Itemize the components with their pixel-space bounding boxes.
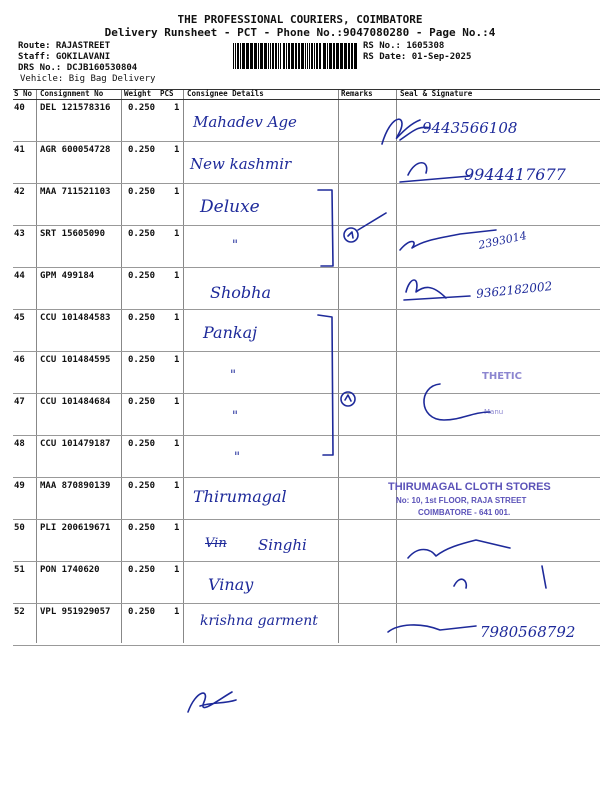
row-sno: 41 <box>14 145 25 155</box>
sign-hw-43: 2393014 <box>477 229 528 252</box>
consignee-hw-41: New kashmir <box>190 155 292 173</box>
sign-hw-41: 9944417677 <box>464 165 566 184</box>
col-sno-header: S No <box>14 89 33 98</box>
row-pcs: 1 <box>174 103 180 113</box>
consignee-hw-52: krishna garment <box>200 613 318 629</box>
row-weight: 0.250 <box>128 145 156 155</box>
row-sno: 42 <box>14 187 25 197</box>
row-consignment-no: CCU 101484684 <box>40 397 111 407</box>
stamp-faded: THETIC <box>482 371 522 382</box>
row-consignment-no: SRT 15605090 <box>40 229 106 239</box>
row-weight: 0.250 <box>128 229 156 239</box>
consignee-hw-45: Pankaj <box>203 323 258 342</box>
signature-43 <box>400 230 496 250</box>
sign-hw-52: 7980568792 <box>480 623 576 641</box>
row-weight: 0.250 <box>128 523 156 533</box>
row-consignment-no: MAA 711521103 <box>40 187 111 197</box>
stamp-faded-sub: Manu <box>484 408 504 416</box>
signature-47 <box>424 384 490 420</box>
row-pcs: 1 <box>174 355 180 365</box>
row-sno: 44 <box>14 271 25 281</box>
row-weight: 0.250 <box>128 313 156 323</box>
row-weight: 0.250 <box>128 607 156 617</box>
consignee-hw-49: Thirumagal <box>193 487 287 506</box>
stamp-thirumagal-addr: No: 10, 1st FLOOR, RAJA STREET <box>396 496 527 505</box>
col-sign-header: Seal & Signature <box>400 89 473 98</box>
col-cons-header: Consignment No <box>40 89 104 98</box>
row-consignment-no: MAA 870890139 <box>40 481 111 491</box>
row-sno: 48 <box>14 439 25 449</box>
bottom-scribble <box>188 692 236 712</box>
col-weight-header: Weight <box>124 89 152 98</box>
rs-no-label: RS No.: 1605308 <box>363 41 445 51</box>
row-consignment-no: AGR 600054728 <box>40 145 111 155</box>
row-pcs: 1 <box>174 313 180 323</box>
row-sno: 40 <box>14 103 25 113</box>
col-pcs-header: PCS <box>160 89 174 98</box>
row-weight: 0.250 <box>128 355 156 365</box>
row-pcs: 1 <box>174 439 180 449</box>
drs-label: DRS No.: DCJB160530804 <box>18 63 138 73</box>
staff-label: Staff: GOKILAVANI <box>18 52 111 62</box>
consignee-hw-43: " <box>232 238 238 253</box>
row-pcs: 1 <box>174 187 180 197</box>
consignee-strike-50: Vin <box>205 536 227 551</box>
sign-hw-44: 9362182002 <box>475 279 553 301</box>
signature-44 <box>404 280 470 300</box>
signature-40 <box>382 119 430 144</box>
row-pcs: 1 <box>174 607 180 617</box>
row-weight: 0.250 <box>128 397 156 407</box>
row-consignment-no: GPM 499184 <box>40 271 95 281</box>
signature-50 <box>408 540 510 558</box>
row-consignment-no: CCU 101479187 <box>40 439 111 449</box>
row-consignment-no: PON 1740620 <box>40 565 100 575</box>
signature-52 <box>388 625 476 632</box>
row-sno: 49 <box>14 481 25 491</box>
row-sno: 47 <box>14 397 25 407</box>
row-sno: 46 <box>14 355 25 365</box>
consignee-hw-46: " <box>230 368 236 383</box>
row-sno: 45 <box>14 313 25 323</box>
consignee-hw-44: Shobha <box>210 283 271 302</box>
row-sno: 52 <box>14 607 25 617</box>
runsheet-title: Delivery Runsheet - PCT - Phone No.:9047080280 - Page No.:4 <box>104 26 496 39</box>
consignee-hw-48: " <box>234 450 240 465</box>
row-sno: 50 <box>14 523 25 533</box>
row-pcs: 1 <box>174 145 180 155</box>
signature-51 <box>454 566 546 588</box>
bracket-42-44 <box>318 190 333 266</box>
row-weight: 0.250 <box>128 103 156 113</box>
route-label: Route: RAJASTREET <box>18 41 111 51</box>
stamp-thirumagal-name: THIRUMAGAL CLOTH STORES <box>388 481 551 493</box>
company-title: THE PROFESSIONAL COURIERS, COIMBATORE <box>177 13 423 26</box>
remark-mark-2 <box>341 392 355 406</box>
remark-mark-1 <box>344 228 358 242</box>
row-weight: 0.250 <box>128 481 156 491</box>
consignee-hw-50: Singhi <box>258 536 307 554</box>
row-weight: 0.250 <box>128 271 156 281</box>
row-pcs: 1 <box>174 565 180 575</box>
row-weight: 0.250 <box>128 565 156 575</box>
signature-41 <box>400 163 470 182</box>
row-consignment-no: CCU 101484595 <box>40 355 111 365</box>
row-sno: 51 <box>14 565 25 575</box>
row-pcs: 1 <box>174 481 180 491</box>
consignee-hw-42: Deluxe <box>200 197 260 217</box>
row-sno: 43 <box>14 229 25 239</box>
row-weight: 0.250 <box>128 187 156 197</box>
col-consignee-header: Consignee Details <box>187 89 264 98</box>
col-remarks-header: Remarks <box>341 89 373 98</box>
row-pcs: 1 <box>174 229 180 239</box>
row-consignment-no: PLI 200619671 <box>40 523 111 533</box>
row-consignment-no: CCU 101484583 <box>40 313 111 323</box>
bracket-45-48 <box>318 315 333 455</box>
row-pcs: 1 <box>174 397 180 407</box>
consignee-hw-47: " <box>232 409 238 424</box>
row-consignment-no: DEL 121578316 <box>40 103 111 113</box>
row-pcs: 1 <box>174 523 180 533</box>
row-consignment-no: VPL 951929057 <box>40 607 111 617</box>
consignee-hw-51: Vinay <box>208 575 254 594</box>
consignee-hw-40: Mahadev Age <box>193 113 297 131</box>
row-weight: 0.250 <box>128 439 156 449</box>
row-pcs: 1 <box>174 271 180 281</box>
rs-date-label: RS Date: 01-Sep-2025 <box>363 52 472 62</box>
vehicle-label: Vehicle: Big Bag Delivery <box>20 74 156 84</box>
stamp-thirumagal-city: COIMBATORE - 641 001. <box>418 508 511 517</box>
sign-hw-40: 9443566108 <box>422 119 518 137</box>
